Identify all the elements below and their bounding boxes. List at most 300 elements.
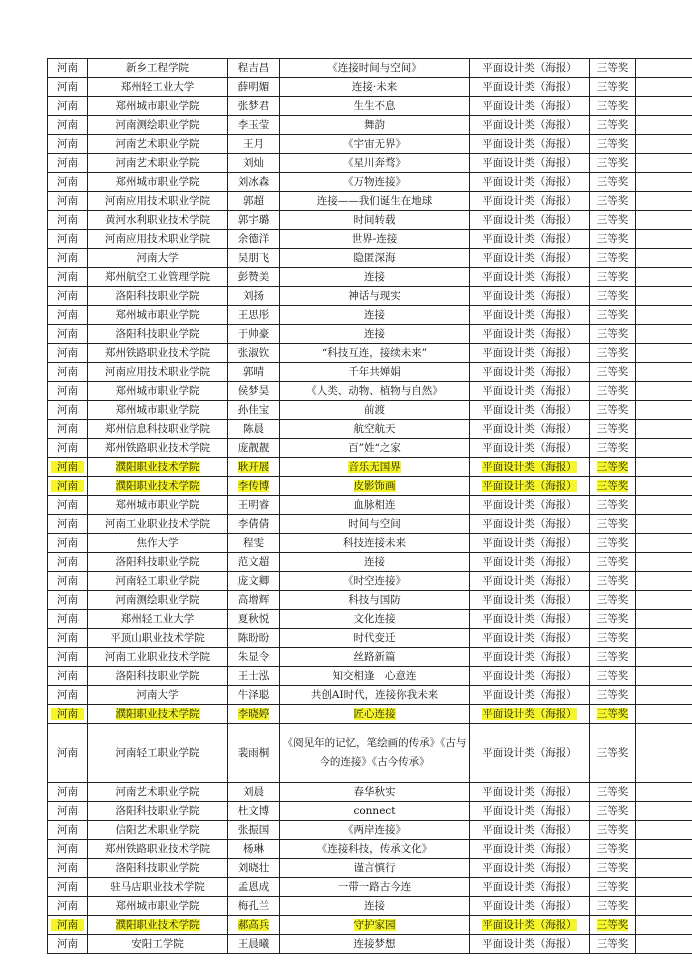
blank-cell — [636, 783, 692, 802]
school-text: 河南艺术职业学院 — [115, 157, 200, 169]
school-cell — [88, 59, 228, 78]
province-text: 河南 — [57, 499, 78, 511]
award-cell — [590, 78, 636, 97]
school-cell — [88, 496, 228, 515]
author-cell — [228, 59, 280, 78]
table-body — [48, 59, 692, 954]
blank-cell — [636, 97, 692, 116]
author-text: 孙佳宝 — [237, 404, 270, 416]
work-title-cell — [280, 249, 470, 268]
work-title-text: 血脉相连 — [353, 499, 396, 511]
author-text: 陈晨 — [243, 423, 264, 435]
blank-cell — [636, 401, 692, 420]
blank-cell — [636, 59, 692, 78]
category-cell — [470, 249, 590, 268]
province-text: 河南 — [57, 328, 78, 340]
work-title-text: 连接 — [364, 556, 385, 568]
award-cell — [590, 382, 636, 401]
work-title-text: 连接——我们诞生在地球 — [316, 195, 433, 207]
author-text: 王晨曦 — [237, 938, 270, 950]
category-text: 平面设计类（海报） — [482, 499, 577, 511]
award-cell — [590, 211, 636, 230]
author-text: 李玉莹 — [237, 119, 270, 131]
award-text: 三等奖 — [596, 575, 629, 587]
school-cell — [88, 802, 228, 821]
province-text: 河南 — [57, 119, 78, 131]
province-text: 河南 — [57, 347, 78, 359]
work-title-cell — [280, 802, 470, 821]
table-row — [48, 268, 692, 287]
work-title-cell — [280, 821, 470, 840]
award-text: 三等奖 — [596, 708, 629, 720]
category-cell — [470, 59, 590, 78]
school-text: 郑州铁路职业技术学院 — [105, 347, 210, 359]
award-cell — [590, 325, 636, 344]
category-text: 平面设计类（海报） — [482, 594, 577, 606]
school-text: 洛阳科技职业学院 — [115, 862, 200, 874]
award-cell — [590, 859, 636, 878]
province-text: 河南 — [57, 824, 78, 836]
province-text: 河南 — [57, 518, 78, 530]
category-text: 平面设计类（海报） — [482, 537, 577, 549]
author-cell — [228, 802, 280, 821]
category-cell — [470, 420, 590, 439]
award-text: 三等奖 — [596, 442, 629, 454]
category-text: 平面设计类（海报） — [482, 347, 577, 359]
category-text: 平面设计类（海报） — [482, 651, 577, 663]
province-cell — [48, 705, 88, 724]
blank-cell — [636, 344, 692, 363]
province-text: 河南 — [57, 81, 78, 93]
blank-cell — [636, 306, 692, 325]
province-cell — [48, 135, 88, 154]
blank-cell — [636, 325, 692, 344]
school-text: 河南艺术职业学院 — [115, 786, 200, 798]
category-cell — [470, 116, 590, 135]
award-text: 三等奖 — [596, 461, 629, 473]
author-text: 刘扬 — [243, 290, 264, 302]
school-cell — [88, 667, 228, 686]
work-title-cell — [280, 59, 470, 78]
author-text: 杜文博 — [237, 805, 270, 817]
province-cell — [48, 821, 88, 840]
table-row — [48, 135, 692, 154]
blank-cell — [636, 935, 692, 954]
category-cell — [470, 572, 590, 591]
work-title-cell — [280, 591, 470, 610]
award-text: 三等奖 — [596, 252, 629, 264]
work-title-text: 连接 — [364, 271, 385, 283]
school-text: 河南工业职业技术学院 — [105, 651, 210, 663]
work-title-cell — [280, 458, 470, 477]
province-cell — [48, 496, 88, 515]
category-cell — [470, 840, 590, 859]
blank-cell — [636, 287, 692, 306]
province-text: 河南 — [51, 480, 84, 492]
table-row — [48, 439, 692, 458]
work-title-cell — [280, 724, 470, 783]
work-title-cell — [280, 287, 470, 306]
blank-cell — [636, 821, 692, 840]
blank-cell — [636, 686, 692, 705]
province-text: 河南 — [57, 214, 78, 226]
award-text: 三等奖 — [596, 233, 629, 245]
category-text: 平面设计类（海报） — [482, 919, 577, 931]
author-text: 郭晴 — [243, 366, 264, 378]
province-cell — [48, 859, 88, 878]
school-text: 新乡工程学院 — [126, 62, 189, 74]
category-cell — [470, 648, 590, 667]
category-text: 平面设计类（海报） — [482, 708, 577, 720]
school-cell — [88, 249, 228, 268]
award-text: 三等奖 — [596, 670, 629, 682]
author-text: 侯梦昊 — [237, 385, 270, 397]
table-row — [48, 686, 692, 705]
award-cell — [590, 783, 636, 802]
work-title-cell — [280, 496, 470, 515]
award-cell — [590, 667, 636, 686]
work-title-text: 守护家园 — [353, 919, 396, 931]
province-cell — [48, 553, 88, 572]
table-row — [48, 496, 692, 515]
work-title-text: 前渡 — [364, 404, 385, 416]
work-title-cell — [280, 268, 470, 287]
award-cell — [590, 648, 636, 667]
author-text: 郝高兵 — [237, 919, 270, 931]
category-cell — [470, 553, 590, 572]
category-text: 平面设计类（海报） — [482, 233, 577, 245]
author-text: 余德洋 — [237, 233, 270, 245]
province-cell — [48, 897, 88, 916]
province-cell — [48, 629, 88, 648]
school-text: 郑州城市职业学院 — [115, 385, 200, 397]
category-cell — [470, 78, 590, 97]
category-text: 平面设计类（海报） — [482, 271, 577, 283]
blank-cell — [636, 840, 692, 859]
award-cell — [590, 534, 636, 553]
award-cell — [590, 821, 636, 840]
category-text: 平面设计类（海报） — [482, 480, 577, 492]
blank-cell — [636, 496, 692, 515]
award-cell — [590, 572, 636, 591]
work-title-text: 谨言慎行 — [353, 862, 396, 874]
table-row — [48, 420, 692, 439]
table-row — [48, 382, 692, 401]
author-text: 刘晓壮 — [237, 862, 270, 874]
school-cell — [88, 458, 228, 477]
author-cell — [228, 439, 280, 458]
category-cell — [470, 802, 590, 821]
province-text: 河南 — [57, 747, 78, 759]
blank-cell — [636, 916, 692, 935]
category-cell — [470, 135, 590, 154]
category-text: 平面设计类（海报） — [482, 195, 577, 207]
province-text: 河南 — [57, 252, 78, 264]
school-cell — [88, 534, 228, 553]
province-cell — [48, 230, 88, 249]
school-cell — [88, 382, 228, 401]
author-text: 裴雨桐 — [237, 747, 270, 759]
award-cell — [590, 878, 636, 897]
blank-cell — [636, 363, 692, 382]
school-cell — [88, 211, 228, 230]
award-text: 三等奖 — [596, 119, 629, 131]
school-text: 河南轻工职业学院 — [115, 747, 200, 759]
table-row — [48, 629, 692, 648]
award-text: 三等奖 — [596, 195, 629, 207]
table-row — [48, 724, 692, 783]
school-text: 安阳工学院 — [131, 938, 184, 950]
blank-cell — [636, 572, 692, 591]
school-text: 河南测绘职业学院 — [115, 594, 200, 606]
category-text: 平面设计类（海报） — [482, 689, 577, 701]
award-cell — [590, 230, 636, 249]
blank-cell — [636, 458, 692, 477]
author-cell — [228, 553, 280, 572]
school-text: 郑州城市职业学院 — [115, 100, 200, 112]
category-text: 平面设计类（海报） — [482, 786, 577, 798]
author-text: 庞靓靓 — [237, 442, 270, 454]
category-text: 平面设计类（海报） — [482, 404, 577, 416]
award-text: 三等奖 — [596, 347, 629, 359]
award-text: 三等奖 — [596, 747, 629, 759]
category-cell — [470, 897, 590, 916]
award-cell — [590, 249, 636, 268]
award-cell — [590, 591, 636, 610]
work-title-text: 《万物连接》 — [343, 176, 406, 188]
award-text: 三等奖 — [596, 499, 629, 511]
author-text: 梅孔兰 — [237, 900, 270, 912]
award-text: 三等奖 — [596, 594, 629, 606]
province-text: 河南 — [57, 100, 78, 112]
category-text: 平面设计类（海报） — [482, 100, 577, 112]
table-row — [48, 591, 692, 610]
table-row — [48, 783, 692, 802]
blank-cell — [636, 629, 692, 648]
author-cell — [228, 610, 280, 629]
category-cell — [470, 325, 590, 344]
award-cell — [590, 439, 636, 458]
work-title-cell — [280, 211, 470, 230]
category-cell — [470, 515, 590, 534]
work-title-cell — [280, 916, 470, 935]
school-text: 驻马店职业技术学院 — [110, 881, 205, 893]
blank-cell — [636, 724, 692, 783]
school-cell — [88, 916, 228, 935]
work-title-text: 《宇宙无界》 — [343, 138, 406, 150]
school-text: 洛阳科技职业学院 — [115, 670, 200, 682]
award-cell — [590, 401, 636, 420]
category-cell — [470, 591, 590, 610]
table-row — [48, 840, 692, 859]
category-cell — [470, 534, 590, 553]
school-text: 河南测绘职业学院 — [115, 119, 200, 131]
category-cell — [470, 878, 590, 897]
province-text: 河南 — [57, 233, 78, 245]
author-cell — [228, 705, 280, 724]
author-cell — [228, 840, 280, 859]
school-cell — [88, 477, 228, 496]
author-text: 彭赞美 — [237, 271, 270, 283]
school-text: 郑州城市职业学院 — [115, 404, 200, 416]
category-text: 平面设计类（海报） — [482, 423, 577, 435]
blank-cell — [636, 420, 692, 439]
award-text: 三等奖 — [596, 843, 629, 855]
table-row — [48, 59, 692, 78]
award-text: 三等奖 — [596, 385, 629, 397]
award-text: 三等奖 — [596, 881, 629, 893]
blank-cell — [636, 878, 692, 897]
award-text: 三等奖 — [596, 214, 629, 226]
school-cell — [88, 591, 228, 610]
province-text: 河南 — [57, 271, 78, 283]
school-text: 河南轻工职业学院 — [115, 575, 200, 587]
school-cell — [88, 935, 228, 954]
blank-cell — [636, 382, 692, 401]
school-cell — [88, 610, 228, 629]
school-text: 濮阳职业技术学院 — [115, 461, 200, 473]
work-title-cell — [280, 897, 470, 916]
author-cell — [228, 382, 280, 401]
work-title-text: 生生不息 — [353, 100, 396, 112]
award-cell — [590, 553, 636, 572]
blank-cell — [636, 230, 692, 249]
author-text: 庞文卿 — [237, 575, 270, 587]
author-cell — [228, 515, 280, 534]
school-text: 河南应用技术职业学院 — [105, 366, 210, 378]
school-text: 濮阳职业技术学院 — [115, 919, 200, 931]
category-text: 平面设计类（海报） — [482, 881, 577, 893]
province-text: 河南 — [57, 537, 78, 549]
author-text: 薛明媚 — [237, 81, 270, 93]
award-text: 三等奖 — [596, 290, 629, 302]
province-text: 河南 — [57, 62, 78, 74]
category-text: 平面设计类（海报） — [482, 309, 577, 321]
award-text: 三等奖 — [596, 138, 629, 150]
awards-table — [47, 58, 692, 954]
school-text: 焦作大学 — [136, 537, 179, 549]
work-title-text: 《人类、动物、植物与自然》 — [306, 385, 443, 397]
school-cell — [88, 648, 228, 667]
work-title-text: 百”姓“之家 — [348, 442, 401, 454]
blank-cell — [636, 859, 692, 878]
work-title-cell — [280, 382, 470, 401]
province-cell — [48, 591, 88, 610]
category-text: 平面设计类（海报） — [482, 157, 577, 169]
award-cell — [590, 344, 636, 363]
award-text: 三等奖 — [596, 651, 629, 663]
category-cell — [470, 344, 590, 363]
blank-cell — [636, 802, 692, 821]
school-cell — [88, 705, 228, 724]
province-cell — [48, 802, 88, 821]
author-text: 王月 — [243, 138, 264, 150]
author-text: 王明睿 — [237, 499, 270, 511]
category-cell — [470, 230, 590, 249]
work-title-text: “科技互连，接续未来” — [321, 347, 428, 359]
blank-cell — [636, 534, 692, 553]
school-text: 濮阳职业技术学院 — [115, 708, 200, 720]
category-text: 平面设计类（海报） — [482, 81, 577, 93]
category-cell — [470, 211, 590, 230]
award-text: 三等奖 — [596, 632, 629, 644]
work-title-text: 音乐无国界 — [348, 461, 401, 473]
author-text: 牛泽聪 — [237, 689, 270, 701]
category-cell — [470, 192, 590, 211]
work-title-text: 科技与国防 — [348, 594, 401, 606]
work-title-text: 一带一路古今连 — [337, 881, 412, 893]
school-cell — [88, 230, 228, 249]
work-title-text: 知交相逢 心意连 — [332, 670, 417, 682]
province-text: 河南 — [57, 670, 78, 682]
author-text: 刘晨 — [243, 786, 264, 798]
award-text: 三等奖 — [596, 176, 629, 188]
author-cell — [228, 230, 280, 249]
work-title-cell — [280, 135, 470, 154]
province-cell — [48, 439, 88, 458]
work-title-cell — [280, 534, 470, 553]
category-text: 平面设计类（海报） — [482, 442, 577, 454]
table-row — [48, 116, 692, 135]
table-row — [48, 401, 692, 420]
table-row — [48, 249, 692, 268]
work-title-cell — [280, 116, 470, 135]
author-text: 刘冰森 — [237, 176, 270, 188]
province-cell — [48, 667, 88, 686]
table-row — [48, 211, 692, 230]
author-cell — [228, 572, 280, 591]
author-cell — [228, 363, 280, 382]
award-text: 三等奖 — [596, 309, 629, 321]
school-cell — [88, 116, 228, 135]
category-cell — [470, 610, 590, 629]
category-cell — [470, 667, 590, 686]
category-text: 平面设计类（海报） — [482, 938, 577, 950]
award-text: 三等奖 — [596, 919, 629, 931]
category-cell — [470, 724, 590, 783]
work-title-cell — [280, 192, 470, 211]
author-cell — [228, 667, 280, 686]
blank-cell — [636, 439, 692, 458]
work-title-text: 文化连接 — [353, 613, 396, 625]
category-text: 平面设计类（海报） — [482, 670, 577, 682]
category-text: 平面设计类（海报） — [482, 119, 577, 131]
school-text: 郑州航空工业管理学院 — [105, 271, 210, 283]
award-cell — [590, 458, 636, 477]
work-title-text: 连接 — [364, 900, 385, 912]
work-title-cell — [280, 78, 470, 97]
province-cell — [48, 325, 88, 344]
work-title-cell — [280, 553, 470, 572]
school-text: 河南艺术职业学院 — [115, 138, 200, 150]
category-cell — [470, 363, 590, 382]
table-row — [48, 553, 692, 572]
table-row — [48, 458, 692, 477]
province-text: 河南 — [57, 689, 78, 701]
province-text: 河南 — [57, 138, 78, 150]
author-cell — [228, 477, 280, 496]
table-row — [48, 534, 692, 553]
work-title-text: 《阅见年的记忆，笔绘画的传承》《古与今的连接》《古今传承》 — [282, 737, 467, 768]
author-text: 刘灿 — [243, 157, 264, 169]
category-cell — [470, 477, 590, 496]
school-text: 河南应用技术职业学院 — [105, 233, 210, 245]
work-title-cell — [280, 363, 470, 382]
author-text: 王士泓 — [237, 670, 270, 682]
award-cell — [590, 135, 636, 154]
province-text: 河南 — [57, 385, 78, 397]
table-row — [48, 173, 692, 192]
